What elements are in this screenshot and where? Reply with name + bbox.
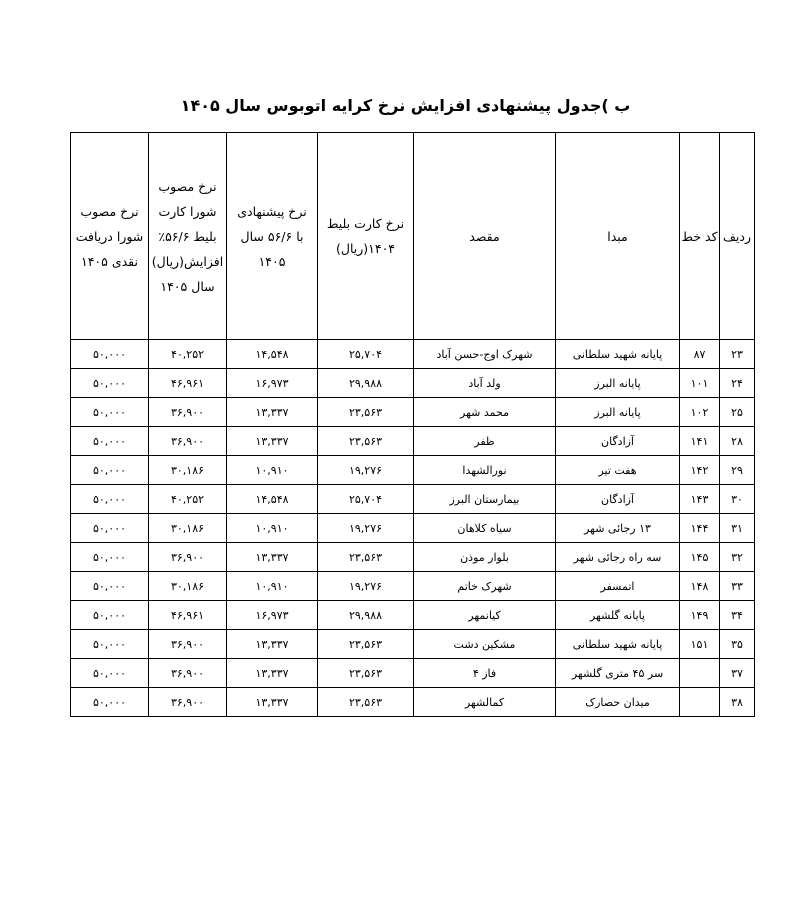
cell-card-1404: ۲۳,۵۶۳ [318, 659, 414, 688]
cell-card-1404: ۲۹,۹۸۸ [318, 369, 414, 398]
header-approved-card [149, 133, 227, 340]
header-destination: مقصد [414, 133, 556, 340]
cell-row-no: ۲۵ [720, 398, 755, 427]
table-row [71, 485, 755, 514]
table-row [71, 369, 755, 398]
cell-approved-cash: ۵۰,۰۰۰ [71, 543, 149, 572]
cell-origin: پایانه گلشهر [556, 601, 680, 630]
cell-approved-card: ۴۶,۹۶۱ [149, 369, 227, 398]
cell-destination: محمد شهر [414, 398, 556, 427]
table-row [71, 659, 755, 688]
header-approved-card-line-1: نرخ مصوب [158, 178, 217, 194]
header-card-1404-lines [318, 211, 413, 261]
cell-approved-card: ۴۶,۹۶۱ [149, 601, 227, 630]
table-row [71, 572, 755, 601]
cell-row-no: ۳۲ [720, 543, 755, 572]
cell-approved-cash: ۵۰,۰۰۰ [71, 659, 149, 688]
cell-origin: اتمسفر [556, 572, 680, 601]
header-approved-cash [71, 133, 149, 340]
cell-proposed: ۱۴,۵۴۸ [227, 340, 318, 369]
cell-approved-cash: ۵۰,۰۰۰ [71, 630, 149, 659]
cell-line-code: ۱۴۴ [680, 514, 720, 543]
cell-proposed: ۱۶,۹۷۳ [227, 369, 318, 398]
cell-destination: مشکین دشت [414, 630, 556, 659]
header-line-code: کد خط [680, 133, 720, 340]
cell-proposed: ۱۳,۳۳۷ [227, 688, 318, 717]
cell-line-code: ۱۴۳ [680, 485, 720, 514]
cell-origin: آزادگان [556, 427, 680, 456]
header-card-1404-line-2: بلیط [326, 216, 351, 231]
cell-card-1404: ۱۹,۲۷۶ [318, 572, 414, 601]
table-row [71, 340, 755, 369]
cell-approved-cash: ۵۰,۰۰۰ [71, 398, 149, 427]
header-row-no: ردیف [720, 133, 755, 340]
cell-approved-card: ۳۶,۹۰۰ [149, 659, 227, 688]
cell-line-code [680, 688, 720, 717]
table-row [71, 456, 755, 485]
table-title: ب )جدول پیشنهادی افزایش نرخ کرایه اتوبوس سال ۱۴۰۵ [180, 96, 631, 115]
table-row [71, 630, 755, 659]
cell-row-no: ۲۴ [720, 369, 755, 398]
cell-approved-cash: ۵۰,۰۰۰ [71, 369, 149, 398]
header-approved-card-lines [149, 174, 226, 299]
cell-approved-cash: ۵۰,۰۰۰ [71, 688, 149, 717]
cell-line-code: ۱۰۲ [680, 398, 720, 427]
cell-row-no: ۳۰ [720, 485, 755, 514]
cell-approved-card: ۳۶,۹۰۰ [149, 398, 227, 427]
cell-approved-card: ۳۰,۱۸۶ [149, 456, 227, 485]
cell-approved-cash: ۵۰,۰۰۰ [71, 456, 149, 485]
cell-proposed: ۱۳,۳۳۷ [227, 398, 318, 427]
cell-proposed: ۱۰,۹۱۰ [227, 456, 318, 485]
cell-line-code: ۱۴۵ [680, 543, 720, 572]
cell-line-code: ۱۴۹ [680, 601, 720, 630]
cell-destination: سیاه کلاهان [414, 514, 556, 543]
cell-destination: ظفر [414, 427, 556, 456]
cell-approved-card: ۳۶,۹۰۰ [149, 688, 227, 717]
cell-line-code: ۱۵۱ [680, 630, 720, 659]
cell-origin: ۱۳ رجائی شهر [556, 514, 680, 543]
cell-approved-card: ۳۰,۱۸۶ [149, 572, 227, 601]
cell-row-no: ۳۸ [720, 688, 755, 717]
cell-row-no: ۳۴ [720, 601, 755, 630]
cell-line-code: ۸۷ [680, 340, 720, 369]
cell-destination: بیمارستان البرز [414, 485, 556, 514]
cell-proposed: ۱۰,۹۱۰ [227, 514, 318, 543]
cell-card-1404: ۲۵,۷۰۴ [318, 340, 414, 369]
cell-approved-card: ۳۶,۹۰۰ [149, 427, 227, 456]
table-row [71, 543, 755, 572]
cell-approved-cash: ۵۰,۰۰۰ [71, 601, 149, 630]
cell-proposed: ۱۳,۳۳۷ [227, 630, 318, 659]
cell-proposed: ۱۰,۹۱۰ [227, 572, 318, 601]
header-approved-cash-lines [71, 199, 148, 274]
cell-row-no: ۳۵ [720, 630, 755, 659]
header-proposed-lines [227, 199, 317, 274]
header-proposed-line-1: نرخ پیشنهادی [237, 203, 307, 219]
cell-proposed: ۱۳,۳۳۷ [227, 427, 318, 456]
cell-destination: فاز ۴ [414, 659, 556, 688]
cell-row-no: ۳۱ [720, 514, 755, 543]
cell-origin: میدان حصارک [556, 688, 680, 717]
cell-approved-cash: ۵۰,۰۰۰ [71, 572, 149, 601]
cell-card-1404: ۲۳,۵۶۳ [318, 630, 414, 659]
cell-row-no: ۲۹ [720, 456, 755, 485]
header-row [71, 133, 755, 340]
header-proposed [227, 133, 318, 340]
cell-destination: کمالشهر [414, 688, 556, 717]
cell-proposed: ۱۳,۳۳۷ [227, 543, 318, 572]
cell-card-1404: ۱۹,۲۷۶ [318, 514, 414, 543]
table-row [71, 514, 755, 543]
cell-line-code [680, 659, 720, 688]
table-row [71, 427, 755, 456]
cell-proposed: ۱۳,۳۳۷ [227, 659, 318, 688]
cell-card-1404: ۲۹,۹۸۸ [318, 601, 414, 630]
cell-line-code: ۱۴۱ [680, 427, 720, 456]
cell-approved-card: ۴۰,۲۵۲ [149, 340, 227, 369]
cell-destination: شهرک خاتم [414, 572, 556, 601]
cell-approved-card: ۳۶,۹۰۰ [149, 543, 227, 572]
header-approved-cash-line-1: نرخ مصوب [80, 203, 139, 219]
cell-line-code: ۱۴۸ [680, 572, 720, 601]
cell-destination: ولد آباد [414, 369, 556, 398]
table-row [71, 688, 755, 717]
cell-origin: پایانه شهید سلطانی [556, 340, 680, 369]
header-proposed-line-3: ۱۴۰۵ [258, 253, 286, 269]
cell-origin: پایانه البرز [556, 398, 680, 427]
cell-destination: کیانمهر [414, 601, 556, 630]
header-approved-cash-line-4: نقدی ۱۴۰۵ [81, 253, 138, 269]
header-approved-card-line-2: شورا کارت [158, 203, 217, 219]
cell-card-1404: ۲۵,۷۰۴ [318, 485, 414, 514]
cell-destination: بلوار موذن [414, 543, 556, 572]
cell-approved-card: ۴۰,۲۵۲ [149, 485, 227, 514]
cell-row-no: ۲۸ [720, 427, 755, 456]
cell-approved-cash: ۵۰,۰۰۰ [71, 485, 149, 514]
header-approved-card-line-4: افزایش(ریال) [151, 253, 224, 269]
cell-proposed: ۱۴,۵۴۸ [227, 485, 318, 514]
cell-origin: پایانه شهید سلطانی [556, 630, 680, 659]
cell-card-1404: ۲۳,۵۶۳ [318, 688, 414, 717]
cell-approved-card: ۳۰,۱۸۶ [149, 514, 227, 543]
table-row [71, 601, 755, 630]
cell-origin: آزادگان [556, 485, 680, 514]
header-approved-card-line-6: ۱۴۰۵ [160, 278, 188, 294]
table-row [71, 398, 755, 427]
cell-line-code: ۱۴۲ [680, 456, 720, 485]
cell-destination: نورالشهدا [414, 456, 556, 485]
header-approved-card-line-5: سال [191, 278, 215, 294]
header-approved-cash-line-2: شورا [116, 228, 144, 244]
cell-row-no: ۳۷ [720, 659, 755, 688]
cell-card-1404: ۲۳,۵۶۳ [318, 543, 414, 572]
cell-approved-cash: ۵۰,۰۰۰ [71, 427, 149, 456]
cell-row-no: ۲۳ [720, 340, 755, 369]
cell-line-code: ۱۰۱ [680, 369, 720, 398]
header-origin: مبدا [556, 133, 680, 340]
cell-approved-card: ۳۶,۹۰۰ [149, 630, 227, 659]
cell-origin: هفت تیر [556, 456, 680, 485]
cell-row-no: ۳۳ [720, 572, 755, 601]
cell-approved-cash: ۵۰,۰۰۰ [71, 340, 149, 369]
cell-destination: شهرک اوج-حسن آباد [414, 340, 556, 369]
header-approved-cash-line-3: دریافت [75, 228, 113, 244]
cell-origin: پایانه البرز [556, 369, 680, 398]
header-approved-card-line-3: بلیط ۵۶/۶٪ [158, 228, 217, 244]
cell-proposed: ۱۶,۹۷۳ [227, 601, 318, 630]
cell-card-1404: ۲۳,۵۶۳ [318, 398, 414, 427]
cell-card-1404: ۲۳,۵۶۳ [318, 427, 414, 456]
header-card-1404 [318, 133, 414, 340]
fare-table [70, 132, 755, 717]
cell-card-1404: ۱۹,۲۷۶ [318, 456, 414, 485]
cell-origin: سر ۴۵ متری گلشهر [556, 659, 680, 688]
header-card-1404-line-3: ۱۴۰۴(ریال) [335, 241, 396, 256]
cell-approved-cash: ۵۰,۰۰۰ [71, 514, 149, 543]
cell-origin: سه راه رجائی شهر [556, 543, 680, 572]
header-proposed-line-2: با ۵۶/۶ سال [240, 228, 304, 244]
header-card-1404-line-1: نرخ کارت [354, 216, 405, 231]
